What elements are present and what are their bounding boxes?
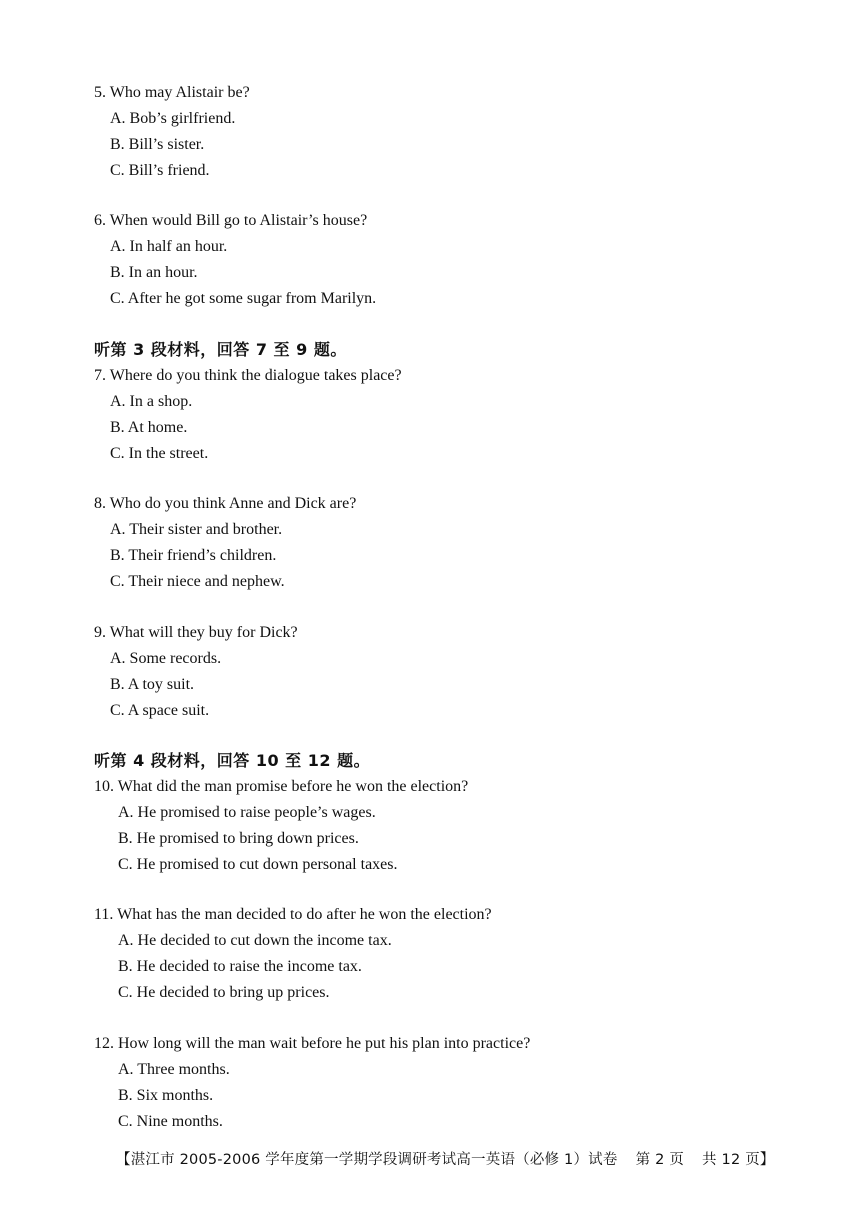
option-a: A. In half an hour. [110, 238, 228, 255]
footer-page-number: 第 2 页 [635, 1152, 685, 1168]
question-stem: 5. Who may Alistair be? [94, 84, 250, 101]
option-c: C. He promised to cut down personal taxes. [118, 856, 398, 873]
question-6 [94, 208, 376, 312]
question-5 [94, 80, 250, 184]
footer-total-pages: 共 12 页】 [702, 1152, 775, 1168]
footer-title: 【湛江市 2005-2006 学年度第一学期学段调研考试高一英语（必修 1）试卷 [116, 1152, 618, 1168]
option-b: B. He decided to raise the income tax. [118, 958, 362, 975]
option-c: C. He decided to bring up prices. [118, 984, 330, 1001]
option-a: A. Three months. [118, 1061, 230, 1078]
option-c: C. After he got some sugar from Marilyn. [110, 290, 377, 307]
option-a: A. He promised to raise people’s wages. [118, 804, 376, 821]
option-c: C. In the street. [110, 445, 209, 462]
option-b: B. In an hour. [110, 264, 198, 281]
question-stem: 10. What did the man promise before he won the election? [94, 778, 469, 795]
question-stem: 7. Where do you think the dialogue takes place? [94, 367, 402, 384]
option-b: B. Bill’s sister. [110, 136, 205, 153]
option-a: A. He decided to cut down the income tax. [118, 932, 392, 949]
option-a: A. Some records. [110, 650, 222, 667]
question-9 [94, 620, 298, 724]
section-heading-4: 听第 4 段材料，回答 10 至 12 题。 [94, 751, 371, 770]
section-heading-3: 听第 3 段材料，回答 7 至 9 题。 [94, 340, 347, 359]
option-a: A. Bob’s girlfriend. [110, 110, 236, 127]
option-c: C. A space suit. [110, 702, 210, 719]
option-c: C. Bill’s friend. [110, 162, 210, 179]
page-footer [116, 1148, 775, 1172]
question-stem: 9. What will they buy for Dick? [94, 624, 298, 641]
question-12 [94, 1031, 530, 1135]
option-b: B. At home. [110, 419, 188, 436]
option-c: C. Nine months. [118, 1113, 223, 1130]
question-stem: 11. What has the man decided to do after he won the election? [94, 906, 492, 923]
question-stem: 12. How long will the man wait before he put his plan into practice? [94, 1035, 531, 1052]
option-a: A. Their sister and brother. [110, 521, 283, 538]
option-b: B. Their friend’s children. [110, 547, 277, 564]
option-b: B. Six months. [118, 1087, 214, 1104]
question-stem: 6. When would Bill go to Alistair’s house? [94, 212, 368, 229]
option-c: C. Their niece and nephew. [110, 573, 285, 590]
option-b: B. He promised to bring down prices. [118, 830, 359, 847]
question-10 [94, 774, 468, 878]
question-7 [94, 363, 402, 467]
question-11 [94, 902, 492, 1006]
option-b: B. A toy suit. [110, 676, 195, 693]
question-stem: 8. Who do you think Anne and Dick are? [94, 495, 357, 512]
option-a: A. In a shop. [110, 393, 193, 410]
question-8 [94, 491, 356, 595]
